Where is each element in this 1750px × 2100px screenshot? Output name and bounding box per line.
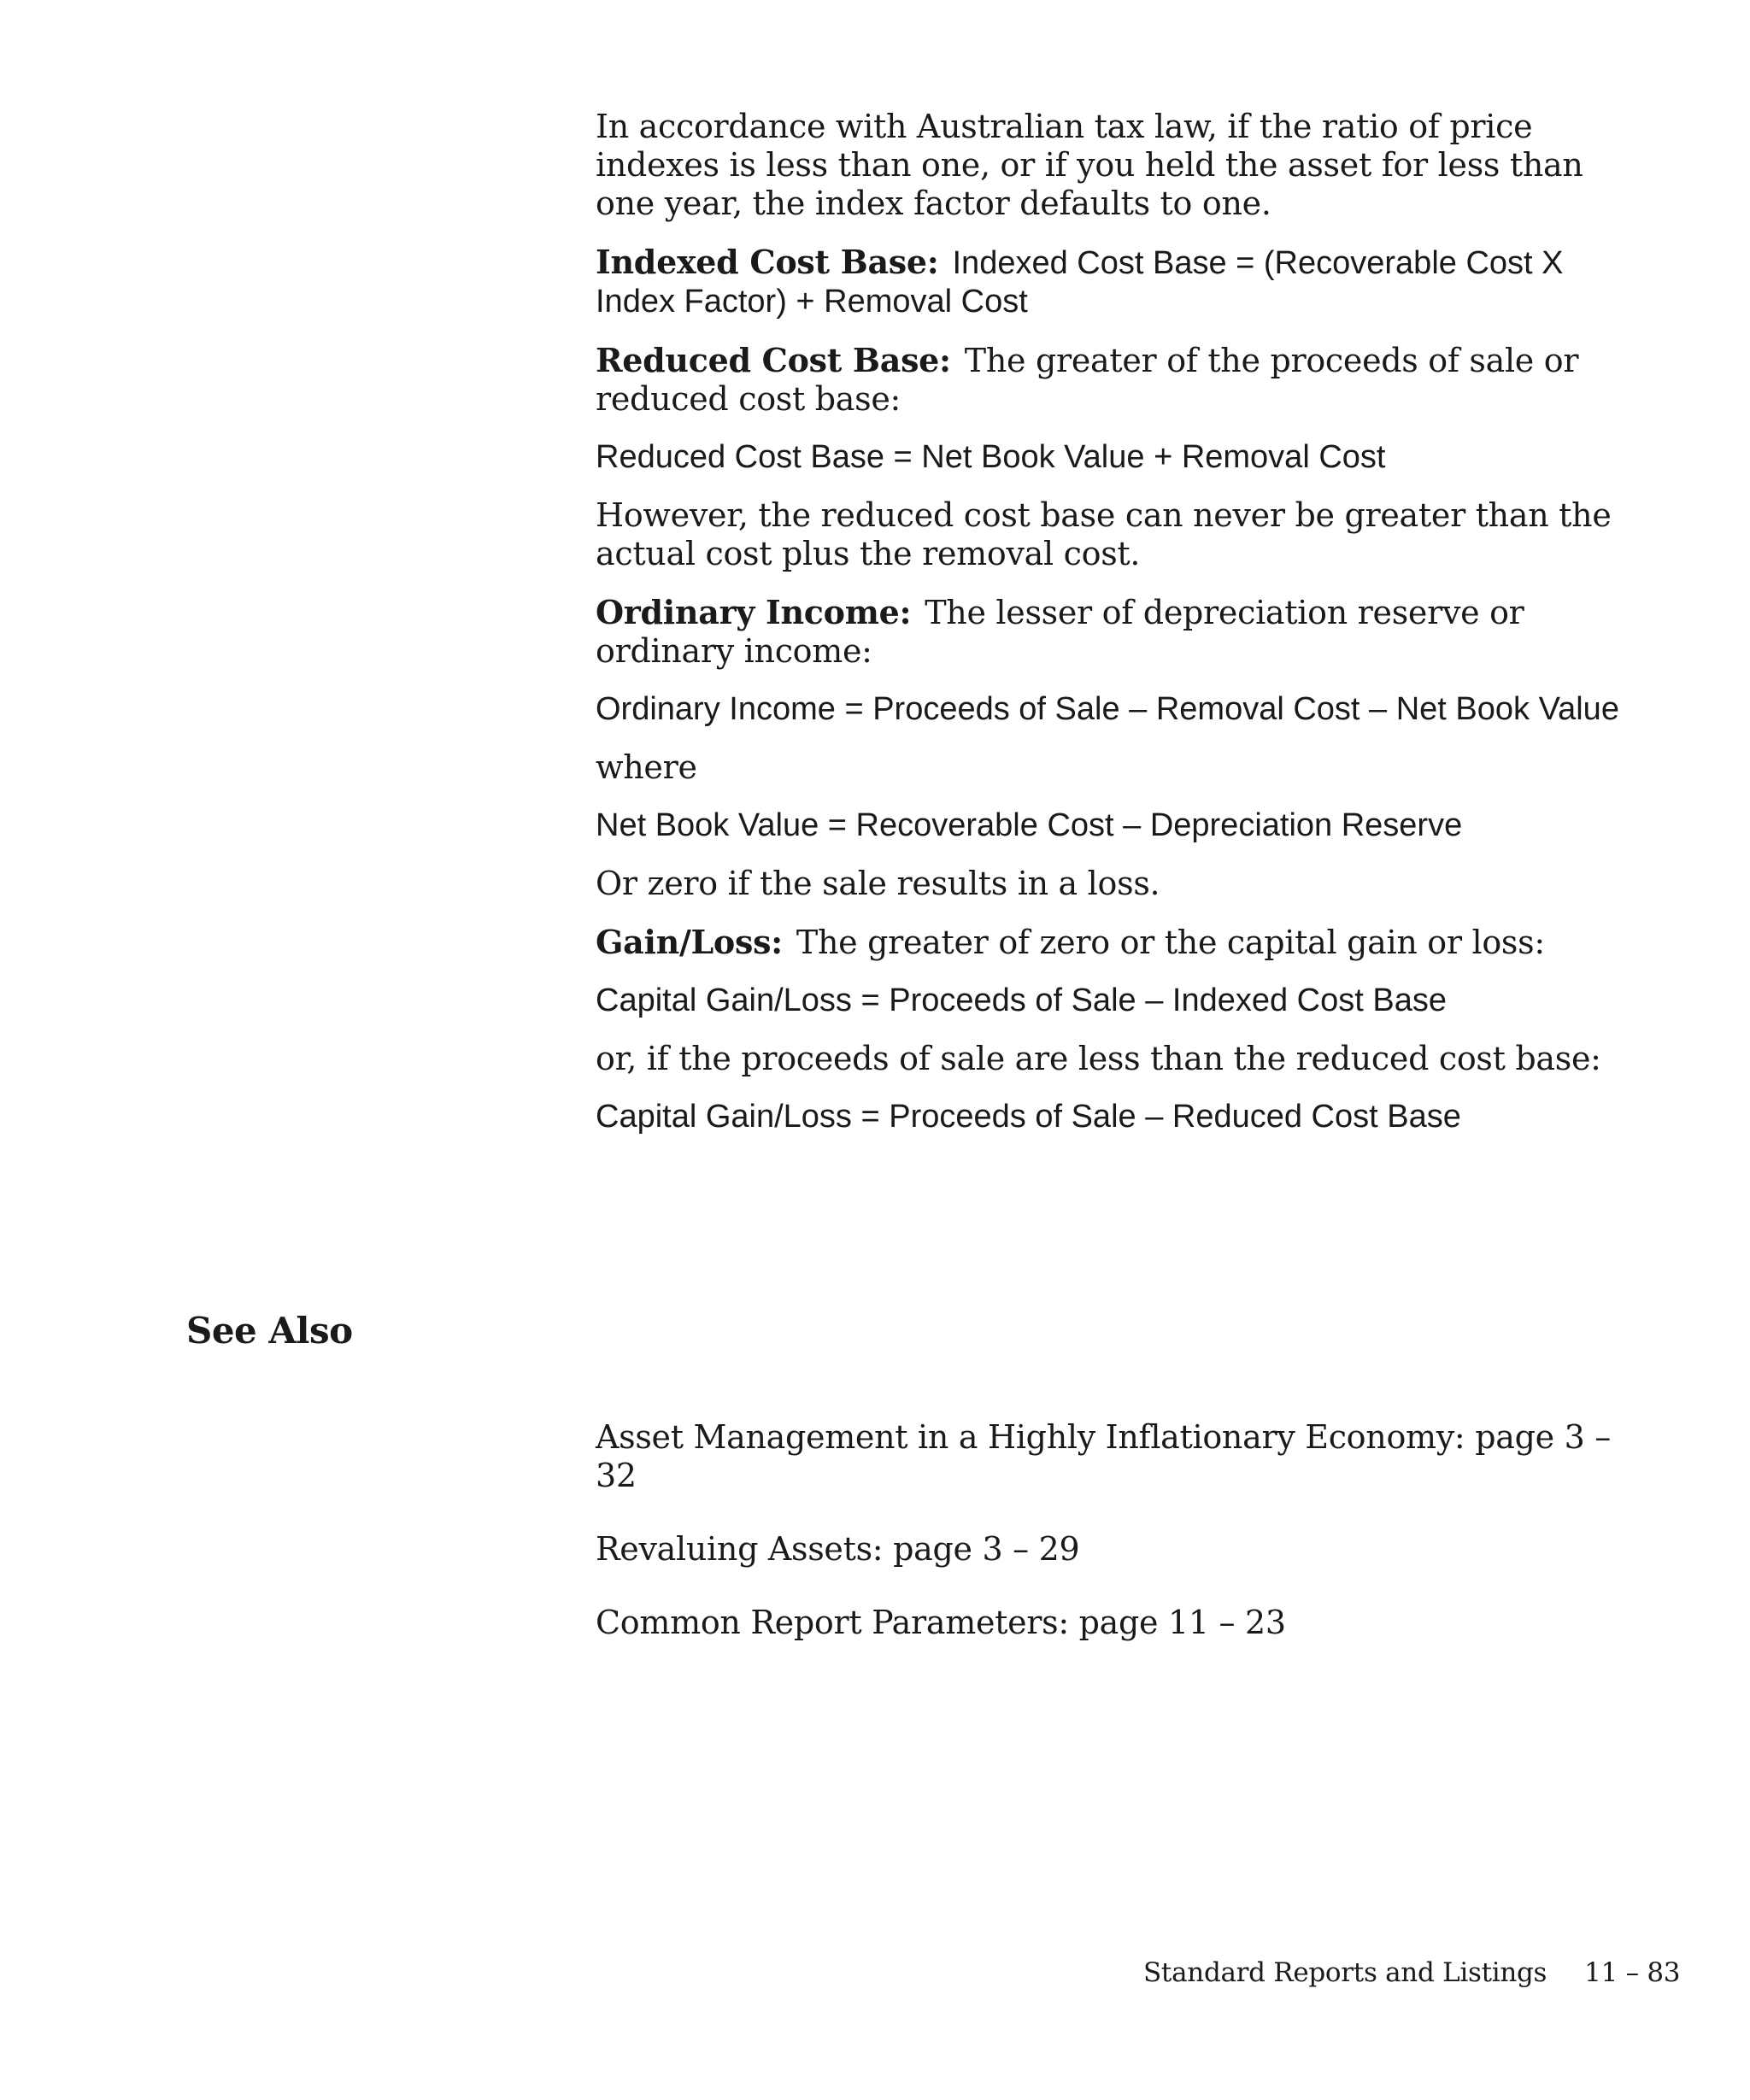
- page-number: 11 – 83: [1584, 1957, 1681, 1988]
- ordinary-income-term: Ordinary Income:: [596, 593, 912, 631]
- intro-paragraph: In accordance with Australian tax law, if the ratio of price indexes is less than one, or if you held the asset for less than one year, the index factor defaults to one.: [596, 108, 1583, 222]
- net-book-value-formula: Net Book Value = Recoverable Cost – Depreciation Reserve: [596, 807, 1463, 843]
- reduced-cost-base-paragraph: [596, 341, 1647, 419]
- see-also-item: [596, 1604, 1647, 1642]
- reduced-cost-base-term: Reduced Cost Base:: [596, 341, 951, 379]
- ordinary-income-paragraph: [596, 593, 1647, 671]
- indexed-cost-base-formula: Indexed Cost Base = (Recoverable Cost X Index Factor) + Removal Cost: [596, 245, 1564, 320]
- page-footer: [1143, 1956, 1680, 1989]
- reduced-cost-condition: or, if the proceeds of sale are less than the reduced cost base:: [596, 1040, 1601, 1077]
- gain-loss-paragraph: [596, 923, 1647, 962]
- see-also-list: [596, 1418, 1647, 1677]
- loss-note: Or zero if the sale results in a loss.: [596, 865, 1160, 902]
- indexed-cost-base-paragraph: [596, 243, 1647, 321]
- gain-loss-term: Gain/Loss:: [596, 923, 783, 961]
- see-also-link-common-report-parameters[interactable]: Common Report Parameters: page 11 – 23: [596, 1604, 1286, 1641]
- capital-gain-indexed-formula: Capital Gain/Loss = Proceeds of Sale – Indexed Cost Base: [596, 983, 1447, 1018]
- see-also-item: [596, 1530, 1647, 1569]
- footer-title: Standard Reports and Listings: [1143, 1957, 1547, 1988]
- capital-gain-reduced-formula: Capital Gain/Loss = Proceeds of Sale – Reduced Cost Base: [596, 1099, 1461, 1135]
- main-content: [596, 108, 1647, 1156]
- ordinary-income-description: The lesser of depreciation reserve or ordinary income:: [596, 594, 1524, 670]
- indexed-cost-base-term: Indexed Cost Base:: [596, 243, 939, 281]
- reduced-cost-base-note: However, the reduced cost base can never be greater than the actual cost plus the removal cost.: [596, 496, 1612, 572]
- reduced-cost-base-description: The greater of the proceeds of sale or reduced cost base:: [596, 342, 1579, 418]
- see-also-heading: See Also: [186, 1310, 353, 1352]
- where-text: where: [596, 748, 697, 786]
- gain-loss-description: The greater of zero or the capital gain or loss:: [796, 924, 1545, 961]
- see-also-link-revaluing-assets[interactable]: Revaluing Assets: page 3 – 29: [596, 1530, 1080, 1568]
- reduced-cost-base-formula: Reduced Cost Base = Net Book Value + Removal Cost: [596, 439, 1386, 475]
- see-also-item: [596, 1418, 1647, 1495]
- ordinary-income-formula: Ordinary Income = Proceeds of Sale – Removal Cost – Net Book Value: [596, 691, 1619, 727]
- see-also-link-inflationary-economy[interactable]: Asset Management in a Highly Inflationary Economy: page 3 – 32: [596, 1418, 1611, 1494]
